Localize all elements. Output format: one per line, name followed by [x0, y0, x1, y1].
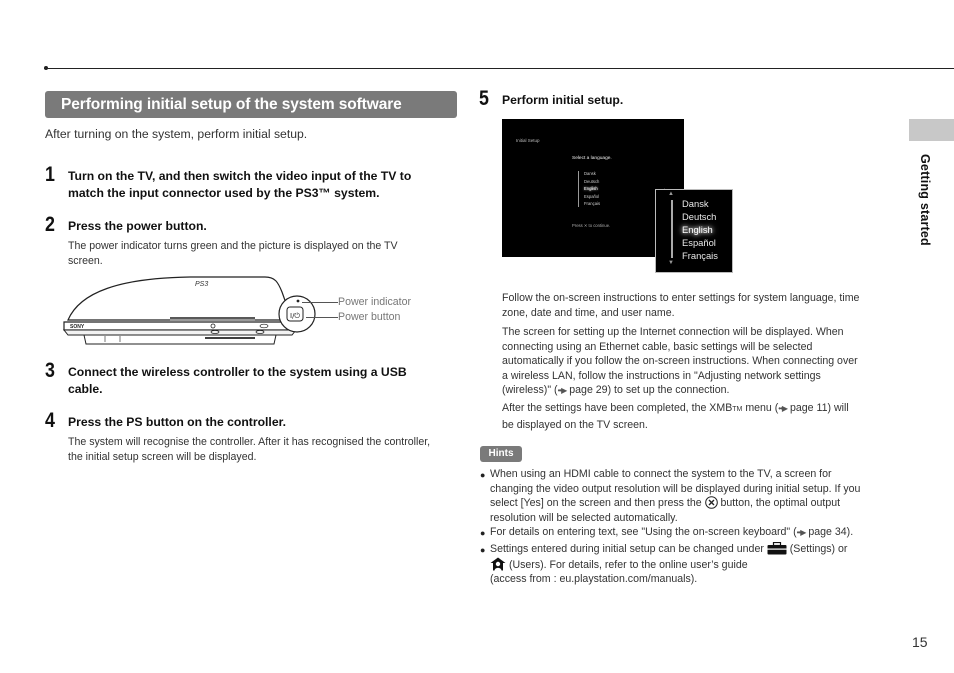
zoom-language-item: Dansk [682, 198, 709, 209]
zoom-scrollbar [671, 200, 673, 258]
power-indicator-label: Power indicator [338, 296, 412, 308]
text-span: page 34). [805, 526, 854, 538]
paragraph-line [490, 496, 860, 511]
paragraph-line: The screen for setting up the Internet connection will be displayed. When [502, 326, 844, 338]
paragraph-line [490, 525, 853, 541]
screen-title: Initial Setup [516, 138, 540, 143]
scroll-down-icon: ▼ [668, 260, 674, 266]
ps3-console-illustration [60, 272, 350, 352]
hints-badge: Hints [480, 446, 522, 462]
svg-text:I/⏻: I/⏻ [290, 312, 300, 320]
language-list-zoom [655, 189, 733, 273]
intro-text: After turning on the system, perform initial setup. [45, 127, 308, 141]
text-span: page 29) to set up the connection. [566, 384, 730, 397]
step-1-title-line: Turn on the TV, and then switch the video input of the TV to [68, 169, 412, 183]
paragraph-line: a wireless LAN, follow the instructions in "Adjusting network settings [502, 369, 821, 382]
paragraph-line: zone, date and time, and user name. [502, 306, 675, 319]
text-span: select [Yes] on the screen and then press the [490, 497, 705, 510]
paragraph-line: be displayed on the TV screen. [502, 418, 648, 431]
power-button-label: Power button [338, 311, 401, 323]
top-rule [44, 68, 954, 69]
step-4-body-line: The system will recognise the controller. After it has recognised the controller, [68, 436, 431, 448]
step-3-title-line: Connect the wireless controller to the system using a USB [68, 365, 407, 379]
text-span: (Settings) or [786, 543, 848, 555]
screen-language-item-selected: English [584, 186, 598, 192]
paragraph-line [502, 383, 858, 399]
trademark-mark: TM [732, 406, 743, 413]
section-title: Performing initial setup of the system software [61, 96, 402, 113]
paragraph-line: (access from : eu.playstation.com/manuals). [490, 573, 698, 586]
settings-toolbox-icon [767, 542, 787, 555]
screen-scrollbar [578, 171, 579, 207]
step-4-body [68, 435, 430, 464]
zoom-language-item: Español [682, 237, 716, 248]
page-ref-arrow-icon: ••▶ [778, 404, 788, 413]
zoom-language-list [682, 197, 718, 262]
step-2-body-line: The power indicator turns green and the picture is displayed on the TV [68, 240, 398, 252]
paragraph-line: changing the video output resolution will be displayed during initial setup. If you [490, 482, 861, 495]
screen-footer: Press ✕ to continue. [572, 223, 611, 228]
text-span: button, the optimal output [717, 497, 841, 510]
scroll-up-icon: ▲ [668, 191, 674, 197]
step-1-title [68, 168, 411, 202]
step-3-title-line: cable. [68, 382, 103, 396]
step-3-number: 3 [45, 359, 55, 382]
bullet-icon: ● [480, 528, 486, 538]
paragraph-line: automatically if you follow the on-screen instructions. When connecting over [502, 355, 858, 368]
zoom-language-item: Deutsch [682, 211, 717, 222]
screen-prompt: Select a language. [572, 156, 612, 161]
text-span: (wireless)" ( [502, 384, 558, 397]
page-ref-arrow-icon: ••▶ [557, 386, 567, 396]
bullet-icon: ● [480, 470, 486, 480]
step-1-title-line: match the input connector used by the PS3™ system. [68, 186, 380, 200]
page-number: 15 [912, 634, 928, 650]
paragraph-line [490, 557, 847, 573]
paragraph-line: connecting using an Ethernet cable, basic settings will be selected [502, 340, 813, 353]
screen-language-item: Español [584, 193, 600, 199]
text-span: (Users). For details, refer to the online user’s guide [506, 558, 748, 571]
sony-logo: SONY [70, 324, 85, 330]
step-5-number: 5 [479, 87, 489, 110]
screen-language-item: Dansk [584, 171, 596, 176]
hint-3 [490, 542, 847, 587]
text-span: After the settings have been completed, the XMB [502, 402, 733, 414]
step-2-title: Press the power button. [68, 219, 207, 233]
callout-line-indicator [302, 302, 338, 303]
step-4-body-line: the initial setup screen will be displayed. [68, 450, 257, 463]
step5-paragraph-1 [502, 291, 859, 320]
paragraph-line [490, 542, 847, 557]
step-5-title: Perform initial setup. [502, 93, 624, 107]
hint-2 [490, 525, 853, 541]
step-4-number: 4 [45, 409, 55, 432]
zoom-language-item: Français [682, 250, 718, 261]
chapter-tab [909, 119, 954, 141]
users-icon [490, 557, 506, 571]
paragraph-line [502, 401, 849, 418]
step-2-body-line: screen. [68, 254, 103, 267]
ps3-logo: PS3 [195, 281, 209, 288]
step-4-title: Press the PS button on the controller. [68, 415, 287, 429]
zoom-language-item-selected: English [682, 224, 713, 235]
text-span: Settings entered during initial setup can be changed under [490, 543, 767, 555]
step5-paragraph-2 [502, 325, 858, 399]
screen-language-list [584, 170, 600, 208]
bullet-icon: ● [480, 545, 486, 555]
screen-language-item: Deutsch [584, 178, 600, 184]
step-1-number: 1 [45, 163, 55, 186]
paragraph-line: When using an HDMI cable to connect the system to the TV, a screen for [490, 468, 832, 480]
hint-1 [490, 467, 860, 525]
page-ref-arrow-icon: ••▶ [796, 528, 806, 537]
text-span: menu ( [742, 402, 779, 414]
step5-paragraph-3 [502, 401, 849, 432]
step-3-title [68, 364, 407, 398]
section-header [45, 91, 457, 118]
step-2-body [68, 239, 398, 268]
chapter-label: Getting started [918, 154, 932, 246]
step-2-number: 2 [45, 213, 55, 236]
paragraph-line: resolution will be selected automatically. [490, 511, 678, 524]
text-span: page 11) will [787, 402, 849, 414]
cross-button-icon [705, 496, 718, 509]
text-span: For details on entering text, see "Using the on-screen keyboard" ( [490, 526, 797, 538]
paragraph-line: Follow the on-screen instructions to enter settings for system language, time [502, 292, 860, 304]
screen-language-item: Français [584, 201, 601, 207]
callout-line-button [306, 317, 338, 318]
